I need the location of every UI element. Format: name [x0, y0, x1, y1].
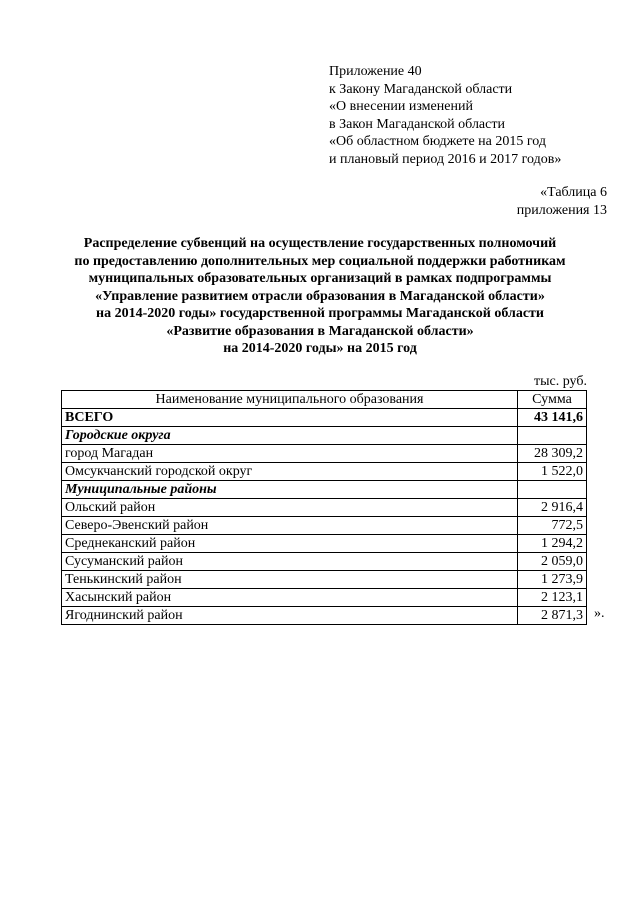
subsidy-table: [61, 390, 587, 625]
row-sum: 1 522,0: [518, 463, 587, 481]
row-name: город Магадан: [62, 445, 518, 463]
title-line: «Развитие образования в Магаданской области»: [166, 323, 474, 339]
table-reference: [517, 184, 607, 219]
table-row: [62, 445, 587, 463]
row-sum: 1 273,9: [518, 571, 587, 589]
closing-quote: ».: [594, 606, 605, 621]
table-row: [62, 607, 587, 625]
row-name: Ягоднинский район: [62, 607, 518, 625]
row-sum: 2 059,0: [518, 553, 587, 571]
group-row: [62, 481, 587, 499]
row-sum: 2 871,3: [518, 607, 587, 625]
table-row: [62, 535, 587, 553]
appendix-line: «Об областном бюджете на 2015 год: [329, 134, 546, 149]
table-row: [62, 553, 587, 571]
group-label: Муниципальные районы: [62, 481, 518, 499]
row-name: Тенькинский район: [62, 571, 518, 589]
appendix-header: [329, 63, 561, 168]
header-sum: Сумма: [518, 391, 587, 409]
title-line: Распределение субвенций на осуществление государственных полномочий: [83, 236, 557, 251]
appendix-line: в Закон Магаданской области: [329, 116, 505, 132]
total-row: [62, 409, 587, 427]
appendix-line: к Закону Магаданской области: [329, 81, 513, 97]
row-name: Хасынский район: [62, 589, 518, 607]
header-name: Наименование муниципального образования: [62, 391, 518, 409]
group-label: Городские округа: [62, 427, 518, 445]
title-line: «Управление развитием отрасли образования в Магаданской области»: [95, 288, 545, 304]
appendix-line: и плановый период 2016 и 2017 годов»: [329, 151, 562, 167]
group-row: [62, 427, 587, 445]
title-line: муниципальных образовательных организаций в рамках подпрограммы: [88, 271, 552, 286]
row-sum: 2 123,1: [518, 589, 587, 607]
title-line: по предоставлению дополнительных мер социальной поддержки работникам: [74, 253, 566, 269]
row-name: Среднеканский район: [62, 535, 518, 553]
table-row: [62, 463, 587, 481]
row-name: Северо-Эвенский район: [62, 517, 518, 535]
table-row: [62, 589, 587, 607]
appendix-line: «О внесении изменений: [329, 99, 473, 114]
table-row: [62, 499, 587, 517]
row-name: Омсукчанский городской округ: [62, 463, 518, 481]
document-title: [40, 235, 600, 358]
table-row: [62, 571, 587, 589]
table-row: [62, 517, 587, 535]
title-line: на 2014-2020 годы» на 2015 год: [223, 341, 417, 356]
row-sum: 2 916,4: [518, 499, 587, 517]
row-name: Ольский район: [62, 499, 518, 517]
units-label: тыс. руб.: [534, 374, 587, 389]
title-line: на 2014-2020 годы» государственной программы Магаданской области: [96, 306, 544, 321]
table-header-row: [62, 391, 587, 409]
row-name: Сусуманский район: [62, 553, 518, 571]
row-sum: 772,5: [518, 517, 587, 535]
appendix-line: Приложение 40: [329, 64, 422, 79]
table-ref-line: приложения 13: [516, 202, 607, 218]
table-ref-line: «Таблица 6: [540, 185, 607, 200]
row-sum: 28 309,2: [518, 445, 587, 463]
row-sum: 1 294,2: [518, 535, 587, 553]
total-sum: 43 141,6: [518, 409, 587, 427]
total-label: ВСЕГО: [62, 409, 518, 427]
